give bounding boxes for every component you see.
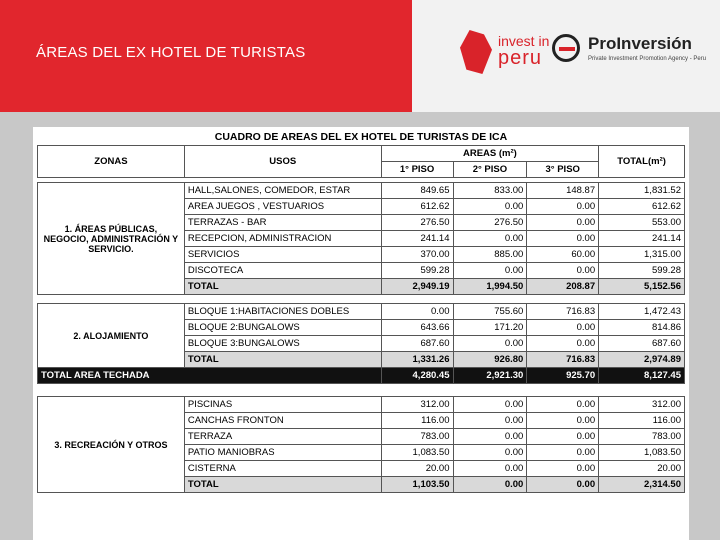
subtotal-p3: 208.87 (527, 279, 599, 295)
row-p2: 0.00 (453, 231, 527, 247)
row-uso: BLOQUE 3:BUNGALOWS (184, 336, 381, 352)
row-p3: 0.00 (527, 413, 599, 429)
row-total: 687.60 (599, 336, 685, 352)
subtotal-p1: 1,331.26 (381, 352, 453, 368)
header-zonas: ZONAS (38, 146, 185, 178)
table-title: CUADRO DE AREAS DEL EX HOTEL DE TURISTAS DE ICA (214, 131, 508, 143)
subtotal-p2: 926.80 (453, 352, 527, 368)
row-p1: 1,083.50 (381, 445, 453, 461)
row-uso: HALL,SALONES, COMEDOR, ESTAR (184, 183, 381, 199)
header-piso3: 3° PISO (527, 162, 599, 178)
row-total: 553.00 (599, 215, 685, 231)
zone-3-label: 3. RECREACIÓN Y OTROS (38, 397, 185, 493)
row-total: 814.86 (599, 320, 685, 336)
row-uso: SERVICIOS (184, 247, 381, 263)
subtotal-p1: 2,949.19 (381, 279, 453, 295)
row-uso: AREA JUEGOS , VESTUARIOS (184, 199, 381, 215)
row-p3: 0.00 (527, 231, 599, 247)
zone-2-label: 2. ALOJAMIENTO (38, 304, 185, 368)
row-p2: 276.50 (453, 215, 527, 231)
row-p2: 885.00 (453, 247, 527, 263)
row-p3: 0.00 (527, 263, 599, 279)
invest-in-label: invest in (498, 33, 550, 49)
techada-total: 8,127.45 (599, 368, 685, 384)
peru-map-icon (460, 30, 492, 74)
row-p2: 0.00 (453, 199, 527, 215)
subtotal-total: 2,974.89 (599, 352, 685, 368)
row-p1: 849.65 (381, 183, 453, 199)
row-p1: 241.14 (381, 231, 453, 247)
row-p3: 0.00 (527, 397, 599, 413)
zone-1-label: 1. ÁREAS PÚBLICAS, NEGOCIO, ADMINISTRACIÓN Y SERVICIO. (38, 183, 185, 295)
table-row (38, 397, 685, 413)
subtotal-total: 2,314.50 (599, 477, 685, 493)
row-total: 312.00 (599, 397, 685, 413)
header-piso2: 2° PISO (453, 162, 527, 178)
row-total: 599.28 (599, 263, 685, 279)
row-uso: CISTERNA (184, 461, 381, 477)
techada-p2: 2,921.30 (453, 368, 527, 384)
header-total: TOTAL(m²) (599, 146, 685, 178)
row-p2: 0.00 (453, 263, 527, 279)
subtotal-p3: 0.00 (527, 477, 599, 493)
row-total: 116.00 (599, 413, 685, 429)
row-uso: TERRAZAS - BAR (184, 215, 381, 231)
row-p3: 0.00 (527, 215, 599, 231)
row-total: 20.00 (599, 461, 685, 477)
row-uso: TERRAZA (184, 429, 381, 445)
subtotal-p2: 0.00 (453, 477, 527, 493)
row-p2: 755.60 (453, 304, 527, 320)
table-row (38, 304, 685, 320)
row-uso: BLOQUE 2:BUNGALOWS (184, 320, 381, 336)
row-p2: 0.00 (453, 429, 527, 445)
subtotal-label: TOTAL (184, 352, 381, 368)
header-piso1: 1° PISO (381, 162, 453, 178)
table-row (38, 183, 685, 199)
row-p2: 0.00 (453, 397, 527, 413)
row-p1: 687.60 (381, 336, 453, 352)
row-p3: 60.00 (527, 247, 599, 263)
logo-bar (412, 0, 720, 112)
row-p1: 599.28 (381, 263, 453, 279)
subtotal-p2: 1,994.50 (453, 279, 527, 295)
peru-label: peru (498, 47, 543, 69)
row-p3: 0.00 (527, 429, 599, 445)
row-uso: CANCHAS FRONTON (184, 413, 381, 429)
row-p2: 833.00 (453, 183, 527, 199)
row-uso: BLOQUE 1:HABITACIONES DOBLES (184, 304, 381, 320)
row-uso: DISCOTECA (184, 263, 381, 279)
row-total: 1,083.50 (599, 445, 685, 461)
row-p1: 312.00 (381, 397, 453, 413)
row-p1: 370.00 (381, 247, 453, 263)
row-p3: 716.83 (527, 304, 599, 320)
row-p2: 0.00 (453, 461, 527, 477)
row-total: 612.62 (599, 199, 685, 215)
total-techada-row (38, 368, 685, 384)
row-p3: 0.00 (527, 461, 599, 477)
area-table-sheet (33, 127, 689, 540)
techada-p1: 4,280.45 (381, 368, 453, 384)
proinversion-icon (552, 34, 580, 62)
row-p2: 0.00 (453, 336, 527, 352)
row-total: 1,831.52 (599, 183, 685, 199)
subtotal-label: TOTAL (184, 477, 381, 493)
header-banner (0, 0, 412, 112)
row-p3: 0.00 (527, 199, 599, 215)
row-uso: RECEPCION, ADMINISTRACION (184, 231, 381, 247)
subtotal-total: 5,152.56 (599, 279, 685, 295)
area-table (37, 129, 685, 493)
row-total: 241.14 (599, 231, 685, 247)
row-p1: 612.62 (381, 199, 453, 215)
row-p3: 0.00 (527, 336, 599, 352)
proinversion-logo (552, 30, 720, 80)
row-p1: 0.00 (381, 304, 453, 320)
header-areas: AREAS (m²) (381, 146, 598, 162)
total-techada-label: TOTAL AREA TECHADA (38, 368, 382, 384)
row-p2: 0.00 (453, 413, 527, 429)
row-total: 783.00 (599, 429, 685, 445)
row-p1: 276.50 (381, 215, 453, 231)
row-total: 1,315.00 (599, 247, 685, 263)
techada-p3: 925.70 (527, 368, 599, 384)
row-p1: 116.00 (381, 413, 453, 429)
row-p3: 148.87 (527, 183, 599, 199)
row-p1: 643.66 (381, 320, 453, 336)
subtotal-label: TOTAL (184, 279, 381, 295)
slide-title: ÁREAS DEL EX HOTEL DE TURISTAS (36, 44, 306, 61)
proinversion-label: ProInversión (588, 34, 692, 53)
row-uso: PISCINAS (184, 397, 381, 413)
row-p3: 0.00 (527, 320, 599, 336)
row-p2: 171.20 (453, 320, 527, 336)
row-total: 1,472.43 (599, 304, 685, 320)
row-uso: PATIO MANIOBRAS (184, 445, 381, 461)
row-p3: 0.00 (527, 445, 599, 461)
subtotal-p1: 1,103.50 (381, 477, 453, 493)
proinversion-subtitle: Private Investment Promotion Agency - Peru (588, 56, 707, 62)
row-p2: 0.00 (453, 445, 527, 461)
subtotal-p3: 716.83 (527, 352, 599, 368)
row-p1: 783.00 (381, 429, 453, 445)
row-p1: 20.00 (381, 461, 453, 477)
header-usos: USOS (184, 146, 381, 178)
